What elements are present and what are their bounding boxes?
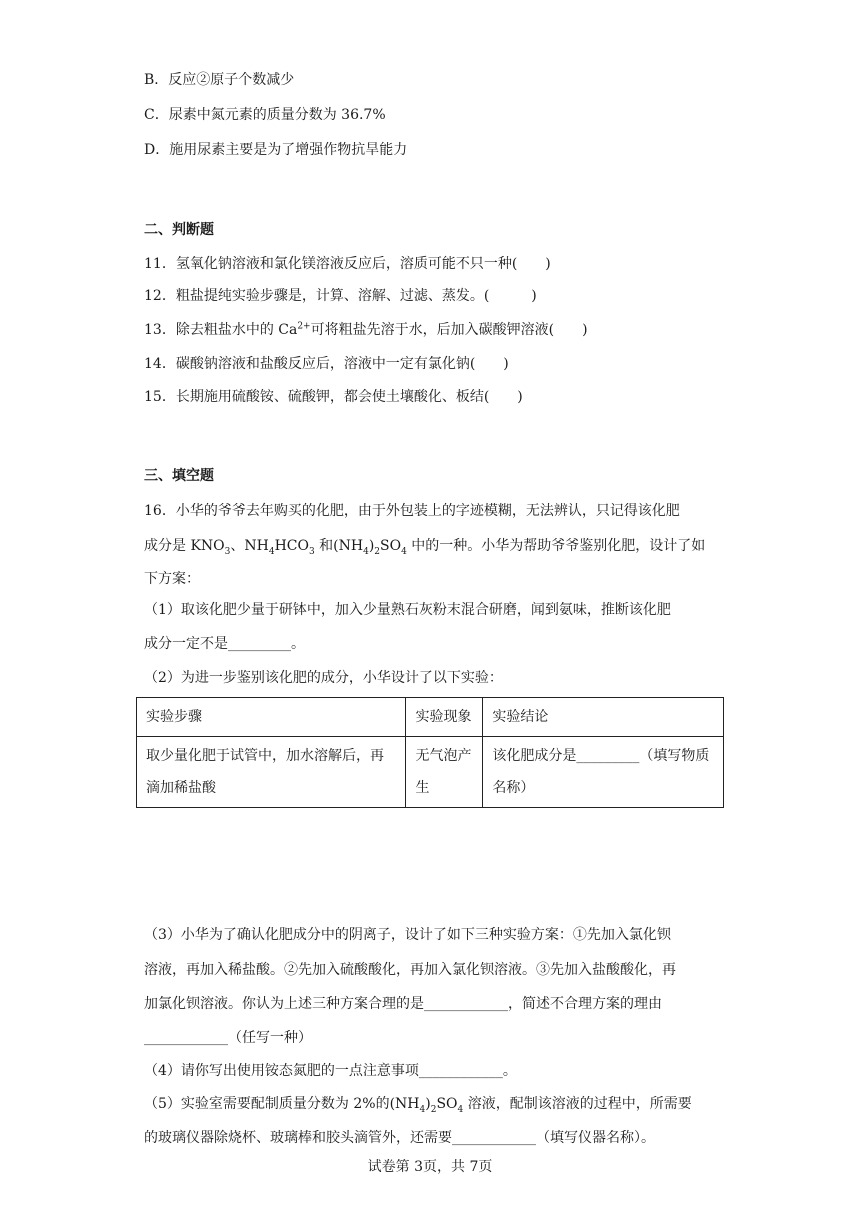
q16-sub-a: 3 bbox=[224, 546, 231, 557]
part-3-line-1: （3）小华为了确认化肥成分中的阴离子，设计了如下三种实验方案：①先加入氯化钡 bbox=[144, 927, 671, 943]
table-header-cell: 实验结论 bbox=[483, 698, 724, 737]
table-header-row bbox=[137, 698, 724, 737]
question-14: 14．碳酸钠溶液和盐酸反应后，溶液中一定有氯化钠( ) bbox=[144, 356, 509, 372]
p5-sub-a: 4 bbox=[419, 1104, 426, 1115]
table-cell: 无气泡产生 bbox=[406, 737, 483, 808]
table-row bbox=[137, 737, 724, 808]
table-header-cell: 实验步骤 bbox=[137, 698, 406, 737]
option-b: B．反应②原子个数减少 bbox=[144, 72, 295, 88]
question-15: 15．长期施用硫酸铵、硫酸钾，都会使土壤酸化、板结( ) bbox=[144, 389, 523, 405]
q16-sub-e: 2 bbox=[374, 546, 381, 557]
question-12: 12．粗盐提纯实验步骤是，计算、溶解、过滤、蒸发。( ) bbox=[144, 288, 537, 304]
q16-line-3: 下方案： bbox=[144, 571, 200, 587]
part-3-line-3: 加氯化钡溶液。你认为上述三种方案合理的是____________，简述不合理方案的理由 bbox=[144, 996, 662, 1012]
table-header-cell: 实验现象 bbox=[406, 698, 483, 737]
page-footer: 试卷第 3页，共 7页 bbox=[367, 1159, 493, 1175]
q16-sub-f: 4 bbox=[401, 546, 407, 557]
part-3-line-2: 溶液，再加入稀盐酸。②先加入硫酸酸化，再加入氯化钡溶液。③先加入盐酸酸化，再 bbox=[144, 962, 676, 978]
experiment-table bbox=[136, 697, 724, 808]
q16-sub-b: 4 bbox=[268, 546, 275, 557]
q16-sub-c: 3 bbox=[308, 546, 315, 557]
q13-text-pre: 13．除去粗盐水中的 Ca bbox=[144, 322, 298, 338]
p5-text-a: （5）实验室需要配制质量分数为 2%的(NH bbox=[144, 1096, 420, 1112]
option-c: C．尿素中氮元素的质量分数为 36.7% bbox=[144, 107, 386, 123]
question-11: 11．氢氧化钠溶液和氯化镁溶液反应后，溶质可能不只一种( ) bbox=[144, 256, 551, 272]
q16-text-e: ) bbox=[368, 538, 375, 554]
part-1-line-2: 成分一定不是_________。 bbox=[144, 636, 305, 652]
section-title-judgement: 二、判断题 bbox=[144, 222, 214, 238]
q16-line-2 bbox=[144, 536, 705, 556]
q13-text-post: 可将粗盐先溶于水，后加入碳酸钾溶液( ) bbox=[310, 322, 588, 338]
part-5-line-2: 的玻璃仪器除烧杯、玻璃棒和胶头滴管外，还需要____________（填写仪器名称）。 bbox=[144, 1130, 655, 1146]
part-2-line-1: （2）为进一步鉴别该化肥的成分，小华设计了以下实验： bbox=[144, 670, 503, 686]
p5-sub-c: 4 bbox=[457, 1104, 464, 1115]
q13-charge: 2+ bbox=[297, 321, 311, 332]
p5-sub-b: 2 bbox=[430, 1104, 437, 1115]
option-d: D．施用尿素主要是为了增强作物抗旱能力 bbox=[144, 142, 408, 158]
q16-text-d: 和(NH bbox=[314, 538, 364, 554]
part-3-line-4: ____________（任写一种） bbox=[144, 1030, 312, 1046]
part-4-line-1: （4）请你写出使用铵态氮肥的一点注意事项____________。 bbox=[144, 1063, 517, 1079]
q16-text-b: 、NH bbox=[230, 538, 269, 554]
q16-text-g: 中的一种。小华为帮助爷爷鉴别化肥，设计了如 bbox=[406, 538, 706, 554]
table-cell: 该化肥成分是_________（填写物质名称） bbox=[483, 737, 724, 808]
part-1-line-1: （1）取该化肥少量于研钵中，加入少量熟石灰粉末混合研磨，闻到氨味，推断该化肥 bbox=[144, 602, 671, 618]
q16-text-f: SO bbox=[380, 538, 402, 554]
q16-text-a: 成分是 KNO bbox=[144, 538, 225, 554]
question-13 bbox=[144, 320, 588, 340]
p5-text-c: SO bbox=[436, 1096, 458, 1112]
part-5-line-1 bbox=[144, 1094, 692, 1114]
p5-text-b: ) bbox=[425, 1096, 431, 1112]
q16-sub-d: 4 bbox=[363, 546, 369, 557]
section-title-fill-blank: 三、填空题 bbox=[144, 468, 214, 484]
p5-text-d: 溶液，配制该溶液的过程中，所需要 bbox=[463, 1096, 692, 1112]
table-cell: 取少量化肥于试管中，加水溶解后，再滴加稀盐酸 bbox=[137, 737, 406, 808]
q16-line-1: 16．小华的爷爷去年购买的化肥，由于外包装上的字迹模糊，无法辨认，只记得该化肥 bbox=[144, 503, 680, 519]
q16-text-c: HCO bbox=[274, 538, 309, 554]
